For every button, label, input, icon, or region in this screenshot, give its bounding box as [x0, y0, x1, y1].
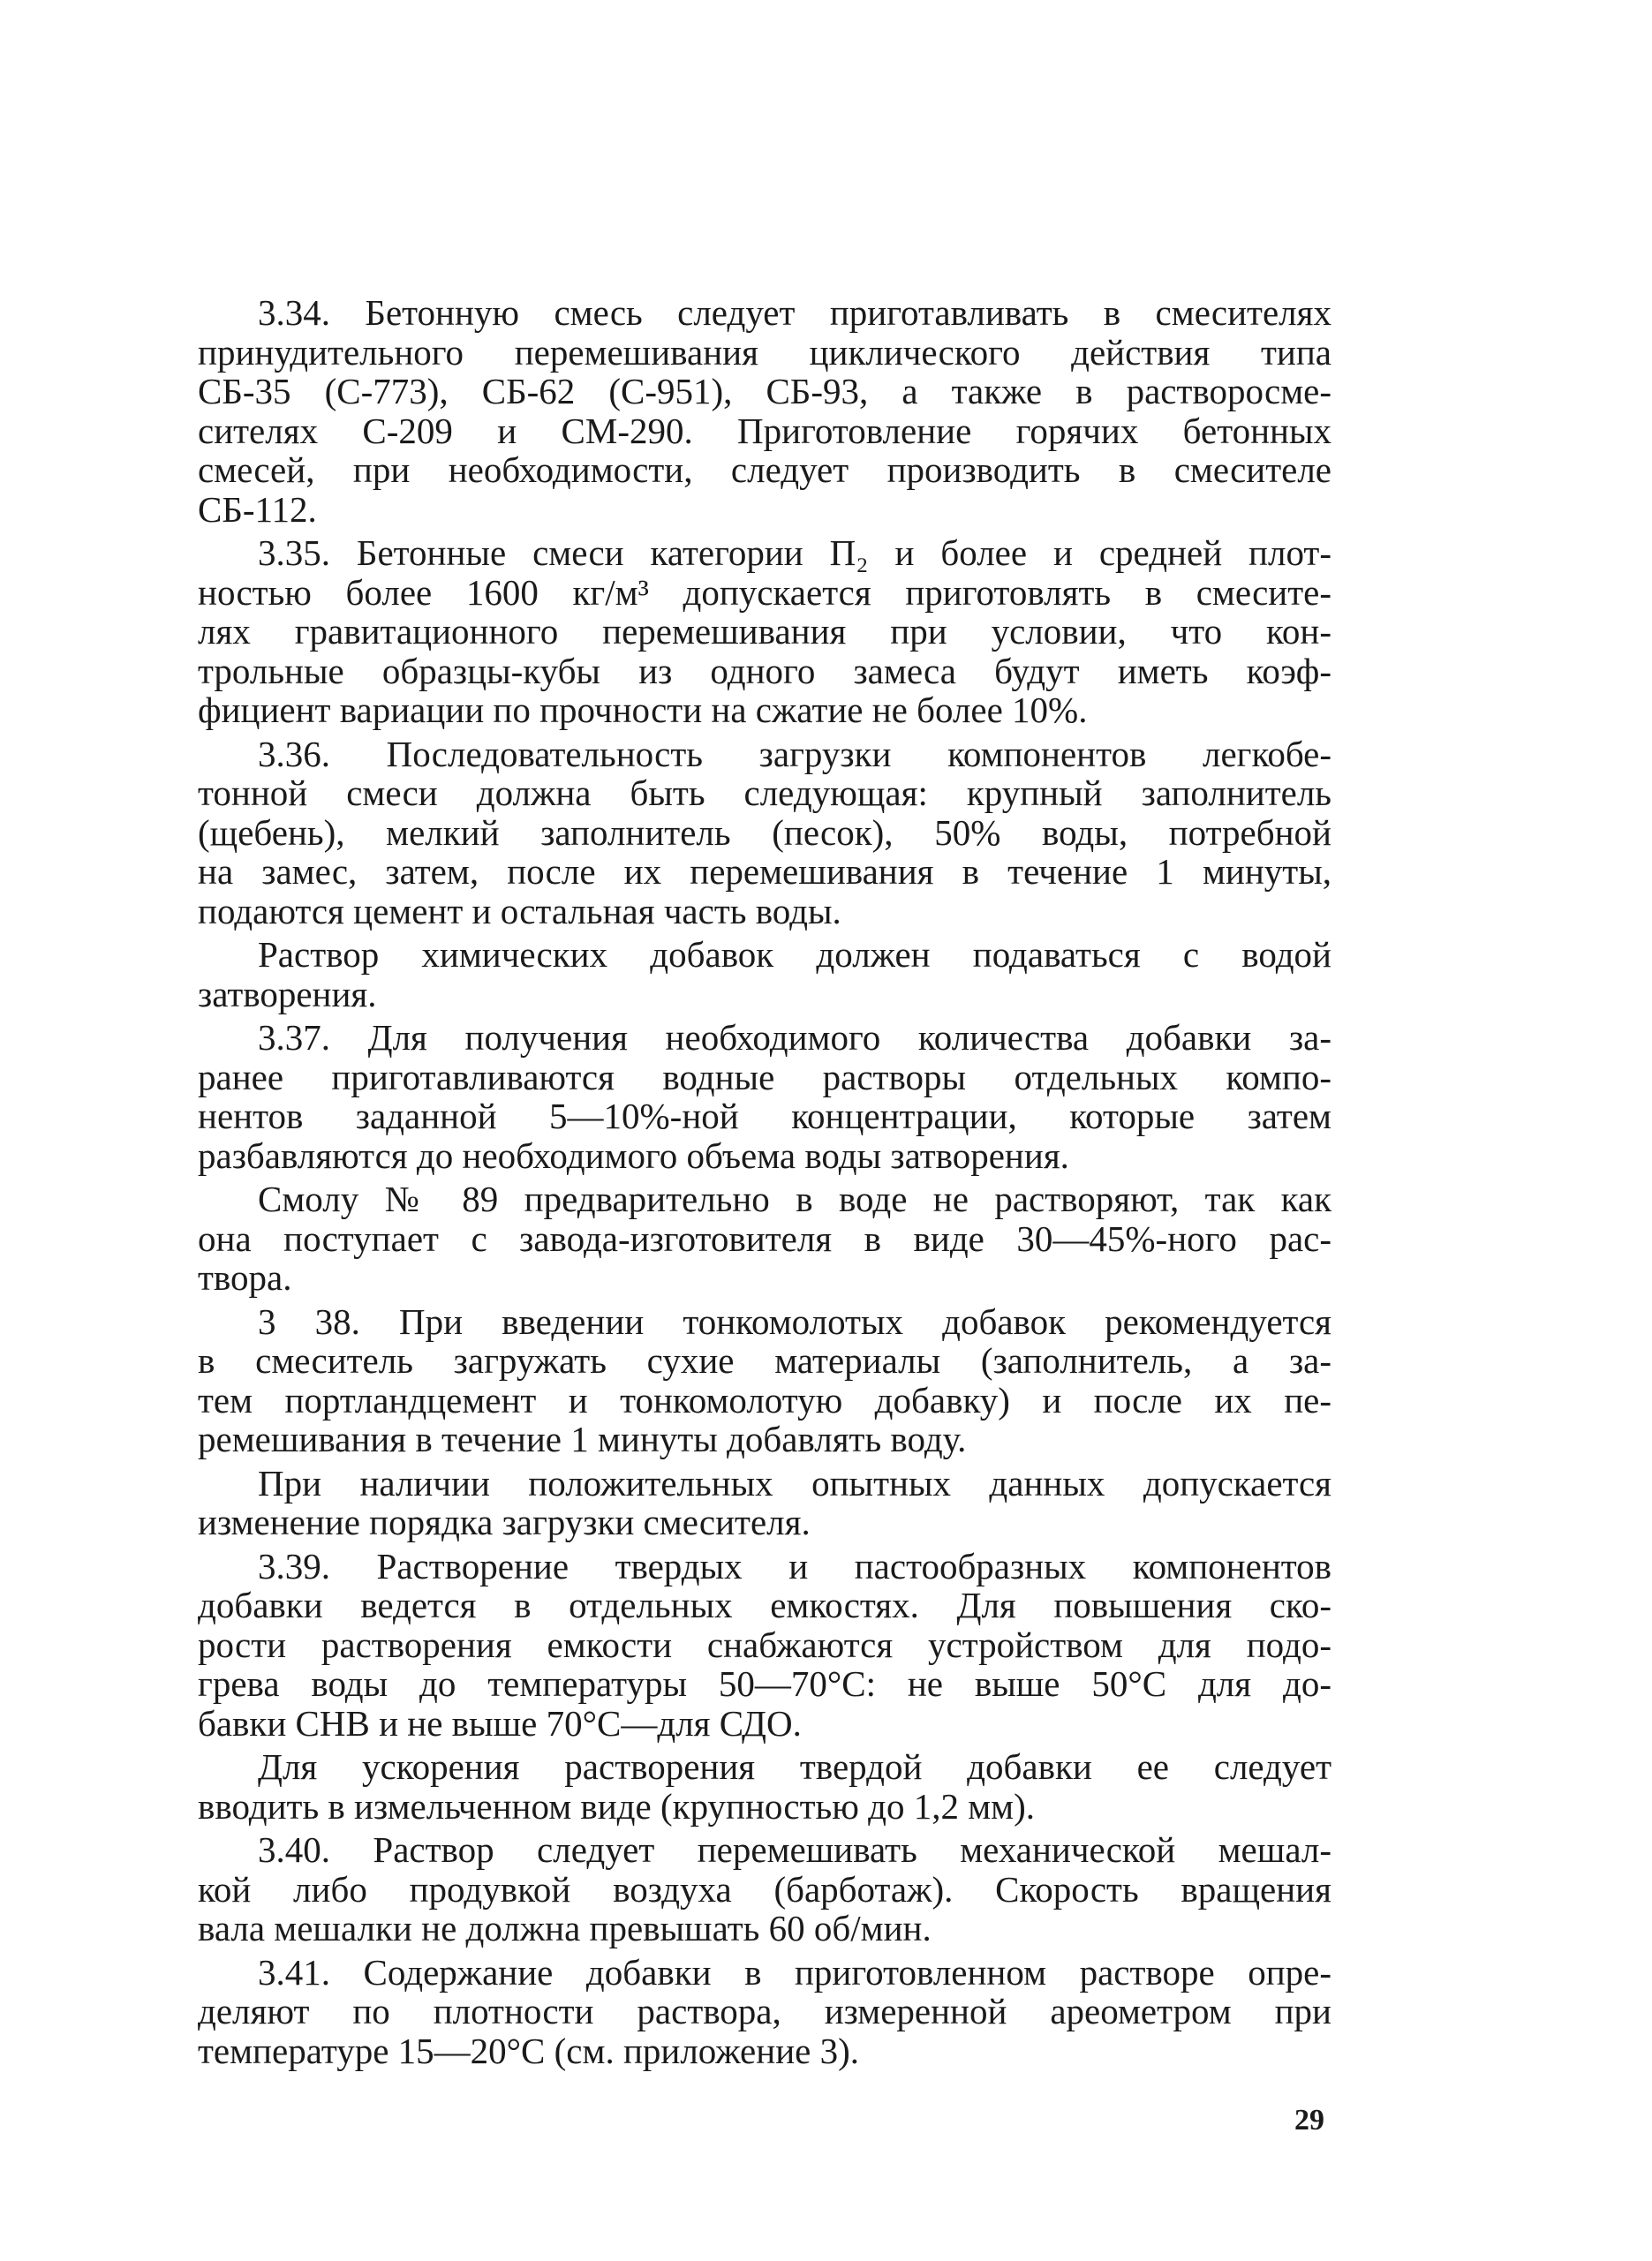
- page-body: [198, 293, 1331, 2075]
- text-line: СБ-112.: [198, 488, 317, 530]
- text-line: (щебень), мелкий заполнитель (песок), 50% воды, потребной: [198, 811, 1331, 853]
- text-line: изменение порядка загрузки смесителя.: [198, 1502, 811, 1542]
- paragraph: [198, 1953, 1331, 2071]
- text-line: СБ-35 (С-773), СБ-62 (С-951), СБ-93, а также в растворосме-: [198, 371, 1331, 411]
- text-line: добавки ведется в отдельных емкостях. Для повышения ско-: [198, 1585, 1331, 1625]
- paragraph: [198, 1018, 1331, 1175]
- text-line: ранее приготавливаются водные растворы отдельных компо-: [198, 1056, 1331, 1097]
- text-line: кой либо продувкой воздуха (барботаж). Скорость вращения: [198, 1868, 1331, 1910]
- text-line: 3.34. Бетонную смесь следует приготавливать в смесителях: [258, 292, 1331, 333]
- text-line: 3.41. Содержание добавки в приготовленном растворе опре-: [258, 1951, 1331, 1993]
- text-line: 3.36. Последовательность загрузки компонентов легкобе-: [258, 733, 1331, 774]
- text-line: трольные образцы-кубы из одного замеса будут иметь коэф-: [198, 650, 1331, 691]
- paragraph: [198, 935, 1331, 1014]
- text-line: грева воды до температуры 50—70°С: не выше 50°С для до-: [198, 1663, 1331, 1704]
- text-line: смесей, при необходимости, следует производить в смесителе: [198, 449, 1331, 490]
- paragraph: [198, 1464, 1331, 1542]
- text-line: температуре 15—20°С (см. приложение 3).: [198, 2030, 859, 2071]
- text-line: рости растворения емкости снабжаются устройством для подо-: [198, 1624, 1331, 1665]
- text-line: лях гравитационного перемешивания при условии, что кон-: [198, 611, 1331, 652]
- text-line: тем портландцемент и тонкомолотую добавку) и после их пе-: [198, 1379, 1331, 1421]
- text-line: на замес, затем, после их перемешивания в течение 1 минуты,: [198, 851, 1331, 892]
- text-line: нентов заданной 5—10%-ной концентрации, которые затем: [198, 1096, 1331, 1136]
- text-line: она поступает с завода-изготовителя в виде 30—45%-ного рас-: [198, 1217, 1331, 1259]
- text-line: 3.37. Для получения необходимого количества добавки за-: [258, 1017, 1331, 1058]
- text-line: бавки СНВ и не выше 70°С—для СДО.: [198, 1702, 802, 1744]
- text-line: тонной смеси должна быть следующая: крупный заполнитель: [198, 773, 1331, 813]
- paragraph: [198, 1179, 1331, 1298]
- paragraph: [198, 533, 1331, 730]
- text-line: вала мешалки не должна превышать 60 об/мин.: [198, 1908, 932, 1948]
- text-line: 3.35. Бетонные смеси категории П₂ и более и средней плот-: [258, 532, 1331, 573]
- paragraph: [198, 293, 1331, 529]
- text-line: Раствор химических добавок должен подаваться с водой: [258, 934, 1331, 975]
- text-line: Для ускорения растворения твердой добавки ее следует: [258, 1746, 1331, 1787]
- paragraph: [198, 1302, 1331, 1459]
- paragraph: [198, 1547, 1331, 1744]
- text-line: Смолу № 89 предварительно в воде не растворяют, так как: [258, 1179, 1331, 1219]
- text-line: в смеситель загружать сухие материалы (заполнитель, а за-: [198, 1340, 1331, 1381]
- text-line: 3.39. Растворение твердых и пастообразных компонентов: [258, 1545, 1331, 1586]
- text-line: ремешивания в течение 1 минуты добавлять воду.: [198, 1419, 967, 1459]
- text-line: 3 38. При введении тонкомолотых добавок рекомендуется: [258, 1300, 1331, 1342]
- paragraph: [198, 1747, 1331, 1826]
- text-line: твора.: [198, 1257, 292, 1298]
- text-line: подаются цемент и остальная часть воды.: [198, 890, 841, 931]
- text-line: При наличии положительных опытных данных допускается: [258, 1462, 1331, 1504]
- text-line: принудительного перемешивания циклического действия типа: [198, 331, 1331, 373]
- paragraph: [198, 1830, 1331, 1948]
- text-line: затворения.: [198, 973, 377, 1014]
- text-line: деляют по плотности раствора, измеренной ареометром при: [198, 1991, 1331, 2031]
- text-line: ностью более 1600 кг/м³ допускается приготовлять в смесите-: [198, 571, 1331, 613]
- page-number: 29: [1294, 2104, 1324, 2137]
- text-line: 3.40. Раствор следует перемешивать механической мешал-: [258, 1829, 1331, 1870]
- paragraph: [198, 735, 1331, 931]
- text-line: сителях С-209 и СМ-290. Приготовление горячих бетонных: [198, 410, 1331, 451]
- text-line: вводить в измельченном виде (крупностью до 1,2 мм).: [198, 1785, 1036, 1827]
- text-line: разбавляются до необходимого объема воды затворения.: [198, 1134, 1069, 1176]
- text-line: фициент вариации по прочности на сжатие не более 10%.: [198, 690, 1088, 730]
